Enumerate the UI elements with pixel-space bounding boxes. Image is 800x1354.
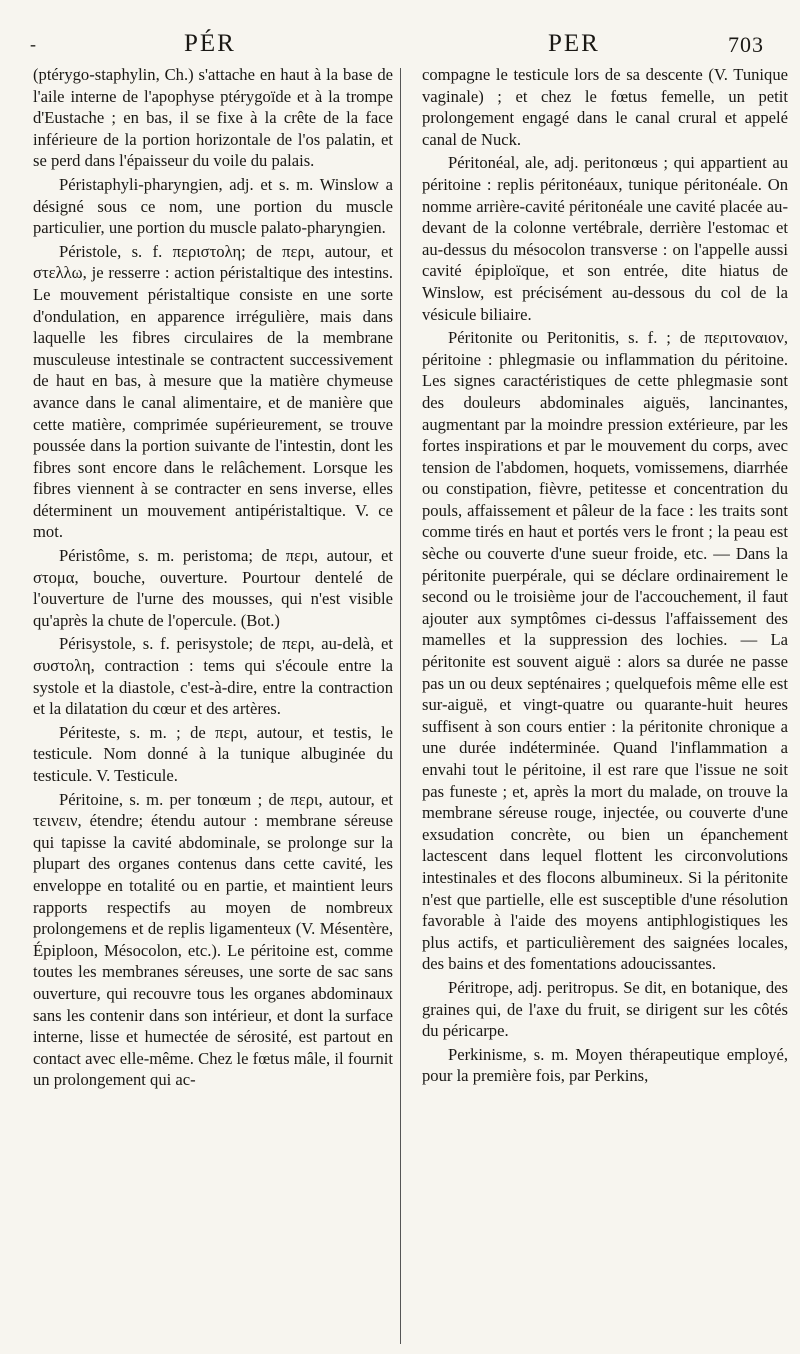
entry-continuation: (ptérygo-staphylin, Ch.) s'attache en haut à la base de l'aile interne de l'apophyse ptérygoïde et à la trompe d'Eustache ; en bas, il se fixe à la crête de la face inférieure de la portion horizontale de l'os palatin, et se perd dans l'épaisseur du voile du palais. <box>33 65 393 171</box>
header-dash: - <box>30 34 36 54</box>
entry-perkinisme: Perkinisme, s. m. Moyen thérapeutique employé, pour la première fois, par Perkins, <box>422 1044 788 1086</box>
running-head-left: PÉR <box>184 30 236 57</box>
entry-peristome: Péristôme, s. m. peristoma; de περι, autour, et στομα, bouche, ouverture. Pourtour dentelé de l'ouverture de l'urne des mousses, qui n'est visible qu'après la chute de l'opercule. (Bot.) <box>33 546 393 630</box>
entry-perisystole: Périsystole, s. f. perisystole; de περι, au-delà, et συστολη, contraction : tems qui s'écoule entre la systole et la diastole, c'est-à-dire, entre la contraction et la dilatation du cœur et des artères. <box>33 634 393 719</box>
page-number: 703 <box>728 32 764 57</box>
right-column <box>422 64 788 1089</box>
entry-peritoine: Péritoine, s. m. per tonœum ; de περι, autour, et τεινειν, étendre; étendu autour : membrane séreuse qui tapisse la cavité abdominale, se prolonge sur la plupart des organes contenus dans cette cavité, les enveloppe en totalité ou en partie, et maintient leurs rapports respectifs au moyen de nombreux prolongemens et de replis ligamenteux (V. Mésentère, Épiploon, Mésocolon, etc.). Le péritoine est, comme toutes les membranes séreuses, une sorte de sac sans ouverture, qui recouvre tous les organes abdominaux sans les contenir dans son intérieur, et dont la surface interne, lisse et humectée de sérosité, est partout en contact avec elle-même. Chez le fœtus mâle, il fournit un prolongement qui ac- <box>33 789 393 1090</box>
entry-peritrope: Péritrope, adj. peritropus. Se dit, en botanique, des graines qui, de l'axe du fruit, se dirigent sur les côtés du péricarpe. <box>422 977 788 1041</box>
entry-peristole: Péristole, s. f. περιστολη; de περι, autour, et στελλω, je resserre : action péristaltique des intestins. Le mouvement péristaltique consiste en une sorte d'ondulation, en apparence irrégulière, mais dans laquelle les fibres circulaires de la membrane musculeuse intestinale se contractent successivement de haut en bas, à mesure que la matière chymeuse avance dans le canal alimentaire, et de manière que cette matière, comprimée supérieurement, se trouve poussée dans la portion suivante de l'intestin, dont les fibres sont encore dans le relâchement. Lorsque les fibres viennent à se contracter en sens inverse, elles déterminent un mouvement antipéristaltique. V. ce mot. <box>33 241 393 542</box>
entry-peritoneal: Péritonéal, ale, adj. peritonœus ; qui appartient au péritoine : replis péritonéaux, tunique péritonéale. On nomme arrière-cavité péritonéale une cavité placée au-devant de la colonne vertébrale, derrière l'estomac et au-dessus du mésocolon transverse : on l'appelle aussi cavité épiploïque, et son entrée, dite hiatus de Winslow, est précisément au-dessous du col de la vésicule biliaire. <box>422 153 788 324</box>
entry-peritonite: Péritonite ou Peritonitis, s. f. ; de περιτοναιον, péritoine : phlegmasie ou inflammation du péritoine. Les signes caractéristiques de cette phlegmasie sont des douleurs abdominales aiguës, lancinantes, augmentant par la moindre pression extérieure, par les fortes inspirations et par le mouvement du corps, avec tension de l'abdomen, hoquets, vomissemens, diarrhée ou constipation, fièvre, petitesse et concentration du pouls, affaissement et pâleur de la face : les traits sont comme tirés en haut et portés vers le front ; la peau est sèche ou couverte d'une sueur froide, etc. — Dans la péritonite puerpérale, qui se déclare ordinairement le second ou le troisième jour de l'accouchement, il faut ajouter aux symptômes ci-dessus l'affaissement des mamelles et la suppression des lochies. — La péritonite est souvent aiguë : alors sa durée ne passe pas un ou deux septénaires ; quelquefois même elle est sur-aiguë, et vingt-quatre ou quarante-huit heures suffisent à son cours entier : la péritonite chronique a une durée indéterminée. Quand l'inflammation a envahi tout le péritoine, il est rare que l'issue ne soit pas funeste ; et, après la mort du malade, on trouve la membrane séreuse rouge, injectée, ou couverte d'une exsudation concrète, ou bien un épanchement lactescent dans lequel flottent les circonvolutions intestinales et des flocons albumineux. Si la péritonite n'est que partielle, elle est susceptible d'une résolution favorable à l'aide des moyens antiphlogistiques les plus actifs, et particulièrement des saignées locales, des bains et des fomentations adoucissantes. <box>422 328 788 974</box>
running-head-right: PER <box>548 30 600 57</box>
entry-peristaphyli-pharyngien: Péristaphyli-pharyngien, adj. et s. m. Winslow a désigné sous ce nom, une portion du muscle particulier, une portion du muscle palato-pharyngien. <box>33 174 393 238</box>
entry-continuation-right: compagne le testicule lors de sa descente (V. Tunique vaginale) ; et chez le fœtus femelle, un petit prolongement engagé dans le canal crural et appelé canal de Nuck. <box>422 65 788 149</box>
left-column <box>33 64 393 1093</box>
entry-periteste: Périteste, s. m. ; de περι, autour, et testis, le testicule. Nom donné à la tunique albuginée du testicule. V. Testicule. <box>33 722 393 785</box>
column-divider <box>400 68 401 1344</box>
